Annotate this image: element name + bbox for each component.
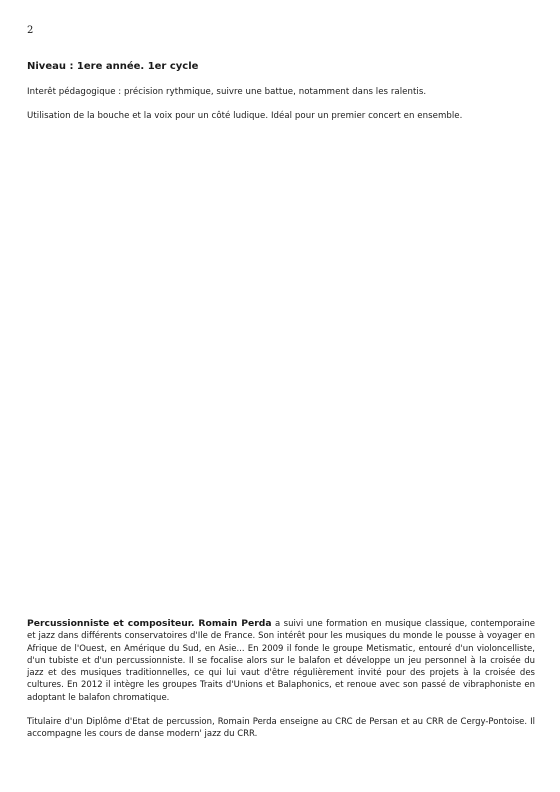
biography-paragraph: [27, 618, 535, 704]
page-number: 2: [27, 25, 34, 36]
biography-lead: Percussionniste et compositeur. Romain Perda: [27, 618, 272, 629]
teaching-paragraph: Titulaire d'un Diplôme d'Etat de percussion, Romain Perda enseigne au CRC de Persan et au CRR de Cergy-Pontoise. Il accompagne les cours de danse modern' jazz du CRR.: [27, 717, 535, 740]
pedagogical-interest-paragraph: Interêt pédagogique : précision rythmique, suivre une battue, notamment dans les ralentis.: [27, 87, 427, 97]
usage-paragraph: Utilisation de la bouche et la voix pour un côté ludique. Idéal pour un premier concert en ensemble.: [27, 111, 463, 121]
biography-section: [27, 618, 535, 753]
intro-section: [27, 60, 537, 134]
biography-text: a suivi une formation en musique classique, contemporaine et jazz dans différents conservatoires d'Ile de France. Son intérêt pour les musiques du monde le pousse à voyager en Afrique de l'Ouest, en Amérique du Sud, en Asie... En 2009 il fonde le groupe Metismatic, entouré d'un violoncelliste, d'un tubiste et d'un percussionniste. Il se focalise alors sur le balafon et développe un jeu personnel à la croisée du jazz et des musiques traditionnelles, ce qui lui vaut d'être régulièrement invité pour des projets à la croisée des cultures. En 2012 il intègre les groupes Traits d'Unions et Balaphonics, et renoue avec son passé de vibraphoniste en adoptant le balafon chromatique.: [27, 619, 535, 703]
level-heading: Niveau : 1ere année. 1er cycle: [27, 61, 199, 72]
